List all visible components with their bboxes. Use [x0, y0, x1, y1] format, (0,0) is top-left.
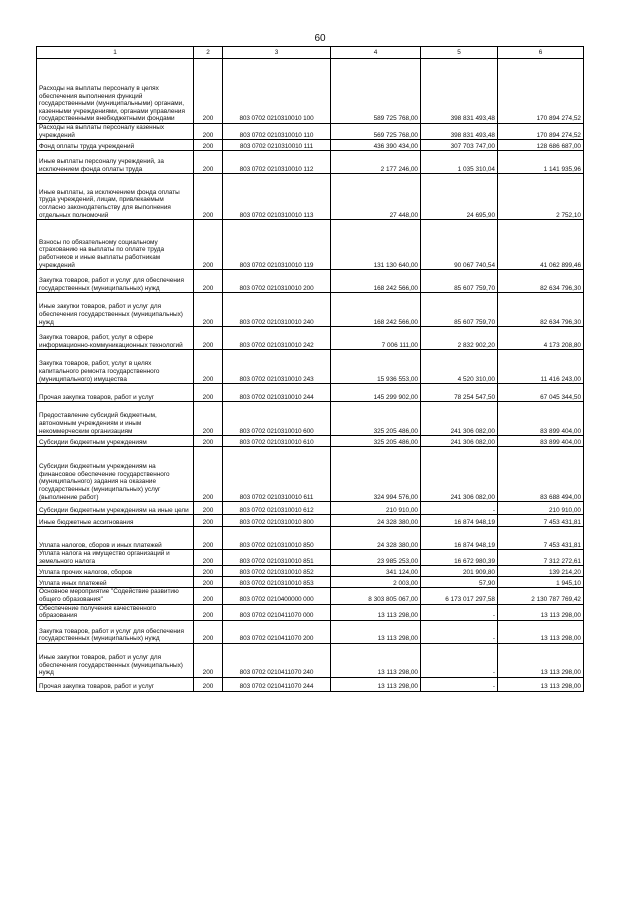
row-name-cell: Иные бюджетные ассигнования	[37, 515, 194, 527]
row-remaining-cell: 67 045 344,50	[498, 384, 584, 402]
row-approved-cell: 589 725 768,00	[331, 59, 421, 124]
table-row	[37, 527, 584, 550]
row-remaining-cell: 4 173 208,80	[498, 327, 584, 350]
row-code-cell: 803 0702 0210310010 852	[223, 566, 331, 577]
row-approved-cell: 569 725 768,00	[331, 124, 421, 140]
table-row	[37, 151, 584, 174]
row-name-cell: Расходы на выплаты персоналу в целях обеспечения выполнения функций государственными (муниципальными) органами, казенными учреждениями, органами управления государственными внебюджетными фондами	[37, 59, 194, 124]
row-code-cell: 803 0702 0210400000 000	[223, 588, 331, 604]
row-executed-cell: 241 306 082,00	[421, 436, 498, 447]
row-remaining-cell: 170 894 274,52	[498, 59, 584, 124]
table-row	[37, 59, 584, 124]
row-section-cell: 200	[194, 350, 223, 384]
row-executed-cell: 78 254 547,50	[421, 384, 498, 402]
row-code-cell: 803 0702 0210310010 112	[223, 151, 331, 174]
row-section-cell: 200	[194, 677, 223, 691]
row-remaining-cell: 82 634 796,30	[498, 293, 584, 327]
column-header: 4	[331, 47, 421, 59]
row-approved-cell: 24 328 380,00	[331, 515, 421, 527]
row-approved-cell: 8 303 805 067,00	[331, 588, 421, 604]
row-name-cell: Иные закупки товаров, работ и услуг для обеспечения государственных (муниципальных) нужд	[37, 643, 194, 677]
row-approved-cell: 2 177 246,00	[331, 151, 421, 174]
row-remaining-cell: 13 113 298,00	[498, 643, 584, 677]
row-section-cell: 200	[194, 447, 223, 502]
row-approved-cell: 13 113 298,00	[331, 604, 421, 620]
row-approved-cell: 168 242 566,00	[331, 270, 421, 293]
row-approved-cell: 436 390 434,00	[331, 140, 421, 151]
table-row	[37, 588, 584, 604]
row-approved-cell: 168 242 566,00	[331, 293, 421, 327]
row-code-cell: 803 0702 0210310010 851	[223, 550, 331, 566]
row-name-cell: Фонд оплаты труда учреждений	[37, 140, 194, 151]
row-executed-cell: 307 703 747,00	[421, 140, 498, 151]
row-approved-cell: 325 205 486,00	[331, 402, 421, 436]
table-row	[37, 577, 584, 588]
row-approved-cell: 23 985 253,00	[331, 550, 421, 566]
row-executed-cell: 90 067 740,54	[421, 220, 498, 270]
row-approved-cell: 324 994 576,00	[331, 447, 421, 502]
row-remaining-cell: 1 945,10	[498, 577, 584, 588]
page-number: 60	[314, 33, 326, 44]
table-row	[37, 140, 584, 151]
column-header: 2	[194, 47, 223, 59]
row-name-cell: Иные выплаты, за исключением фонда оплаты труда учреждений, лицам, привлекаемым согласно законодательству для выполнения отдельных полномочий	[37, 174, 194, 220]
row-code-cell: 803 0702 0210310010 110	[223, 124, 331, 140]
table-row	[37, 436, 584, 447]
row-remaining-cell: 128 686 687,00	[498, 140, 584, 151]
row-name-cell: Субсидии бюджетным учреждениям	[37, 436, 194, 447]
row-name-cell: Субсидии бюджетным учреждениям на финансовое обеспечение государственного (муниципального) задания на оказание государственных (муниципальных) услуг (выполнение работ)	[37, 447, 194, 502]
row-executed-cell: 16 874 948,19	[421, 527, 498, 550]
row-code-cell: 803 0702 0210411070 240	[223, 643, 331, 677]
row-executed-cell: 24 695,90	[421, 174, 498, 220]
row-section-cell: 200	[194, 270, 223, 293]
row-approved-cell: 13 113 298,00	[331, 677, 421, 691]
table-row	[37, 384, 584, 402]
column-header: 1	[37, 47, 194, 59]
row-remaining-cell: 139 214,20	[498, 566, 584, 577]
row-executed-cell: 16 672 980,39	[421, 550, 498, 566]
row-executed-cell: 241 306 082,00	[421, 402, 498, 436]
row-name-cell: Прочая закупка товаров, работ и услуг	[37, 384, 194, 402]
row-section-cell: 200	[194, 577, 223, 588]
row-section-cell: 200	[194, 140, 223, 151]
row-section-cell: 200	[194, 59, 223, 124]
row-approved-cell: 13 113 298,00	[331, 620, 421, 643]
row-section-cell: 200	[194, 604, 223, 620]
row-remaining-cell: 13 113 298,00	[498, 620, 584, 643]
table-row	[37, 402, 584, 436]
row-remaining-cell: 7 453 431,81	[498, 527, 584, 550]
table-row	[37, 270, 584, 293]
row-section-cell: 200	[194, 550, 223, 566]
table-row	[37, 677, 584, 691]
row-code-cell: 803 0702 0210310010 100	[223, 59, 331, 124]
row-section-cell: 200	[194, 588, 223, 604]
row-remaining-cell: 11 416 243,00	[498, 350, 584, 384]
row-section-cell: 200	[194, 566, 223, 577]
row-section-cell: 200	[194, 220, 223, 270]
row-code-cell: 803 0702 0210310010 244	[223, 384, 331, 402]
row-name-cell: Уплата иных платежей	[37, 577, 194, 588]
row-executed-cell: 57,90	[421, 577, 498, 588]
row-section-cell: 200	[194, 384, 223, 402]
row-executed-cell: -	[421, 620, 498, 643]
row-code-cell: 803 0702 0210310010 240	[223, 293, 331, 327]
row-remaining-cell: 83 899 404,00	[498, 402, 584, 436]
row-approved-cell: 13 113 298,00	[331, 643, 421, 677]
row-executed-cell: 85 607 759,70	[421, 293, 498, 327]
row-name-cell: Прочая закупка товаров, работ и услуг	[37, 677, 194, 691]
row-code-cell: 803 0702 0210310010 200	[223, 270, 331, 293]
row-code-cell: 803 0702 0210310010 242	[223, 327, 331, 350]
row-section-cell: 200	[194, 643, 223, 677]
row-approved-cell: 131 130 640,00	[331, 220, 421, 270]
row-executed-cell: 398 831 493,48	[421, 124, 498, 140]
table-row	[37, 604, 584, 620]
row-name-cell: Субсидии бюджетным учреждениям на иные цели	[37, 502, 194, 515]
row-remaining-cell: 7 312 272,61	[498, 550, 584, 566]
row-code-cell: 803 0702 0210310010 243	[223, 350, 331, 384]
table-row	[37, 515, 584, 527]
table-row	[37, 643, 584, 677]
table-row	[37, 124, 584, 140]
row-name-cell: Обеспечение получения качественного образования	[37, 604, 194, 620]
row-remaining-cell: 82 634 796,30	[498, 270, 584, 293]
row-executed-cell: 241 306 082,00	[421, 447, 498, 502]
row-name-cell: Расходы на выплаты персоналу казенных учреждений	[37, 124, 194, 140]
row-name-cell: Закупка товаров, работ и услуг для обеспечения государственных (муниципальных) нужд	[37, 270, 194, 293]
row-name-cell: Иные закупки товаров, работ и услуг для обеспечения государственных (муниципальных) нужд	[37, 293, 194, 327]
row-name-cell: Закупка товаров, работ, услуг в сфере информационно-коммуникационных технологий	[37, 327, 194, 350]
row-section-cell: 200	[194, 402, 223, 436]
row-code-cell: 803 0702 0210411070 200	[223, 620, 331, 643]
row-section-cell: 200	[194, 527, 223, 550]
row-section-cell: 200	[194, 515, 223, 527]
row-section-cell: 200	[194, 174, 223, 220]
row-code-cell: 803 0702 0210310010 612	[223, 502, 331, 515]
row-remaining-cell: 170 894 274,52	[498, 124, 584, 140]
row-approved-cell: 7 006 111,00	[331, 327, 421, 350]
row-code-cell: 803 0702 0210310010 119	[223, 220, 331, 270]
table-row	[37, 327, 584, 350]
row-code-cell: 803 0702 0210411070 000	[223, 604, 331, 620]
table-row	[37, 350, 584, 384]
row-name-cell: Уплата налога на имущество организаций и земельного налога	[37, 550, 194, 566]
table-row	[37, 220, 584, 270]
table-row	[37, 447, 584, 502]
row-remaining-cell: 1 141 935,96	[498, 151, 584, 174]
table-row	[37, 620, 584, 643]
row-executed-cell: 2 832 902,20	[421, 327, 498, 350]
row-approved-cell: 341 124,00	[331, 566, 421, 577]
column-header: 6	[498, 47, 584, 59]
row-code-cell: 803 0702 0210310010 800	[223, 515, 331, 527]
row-remaining-cell: 7 453 431,81	[498, 515, 584, 527]
row-approved-cell: 2 003,00	[331, 577, 421, 588]
row-section-cell: 200	[194, 124, 223, 140]
table-row	[37, 293, 584, 327]
row-section-cell: 200	[194, 151, 223, 174]
row-name-cell: Предоставление субсидий бюджетным, автономным учреждениям и иным некоммерческим организациям	[37, 402, 194, 436]
row-name-cell: Иные выплаты персоналу учреждений, за исключением фонда оплаты труда	[37, 151, 194, 174]
row-executed-cell: 16 874 948,19	[421, 515, 498, 527]
row-approved-cell: 24 328 380,00	[331, 527, 421, 550]
row-executed-cell: -	[421, 604, 498, 620]
row-approved-cell: 145 299 902,00	[331, 384, 421, 402]
row-name-cell: Закупка товаров, работ и услуг для обеспечения государственных (муниципальных) нужд	[37, 620, 194, 643]
row-executed-cell: 1 035 310,04	[421, 151, 498, 174]
row-name-cell: Закупка товаров, работ, услуг в целях капитального ремонта государственного (муниципального) имущества	[37, 350, 194, 384]
row-remaining-cell: 2 130 787 769,42	[498, 588, 584, 604]
row-section-cell: 200	[194, 327, 223, 350]
row-approved-cell: 210 910,00	[331, 502, 421, 515]
row-section-cell: 200	[194, 293, 223, 327]
row-approved-cell: 27 448,00	[331, 174, 421, 220]
row-executed-cell: 4 520 310,00	[421, 350, 498, 384]
row-section-cell: 200	[194, 436, 223, 447]
column-header: 3	[223, 47, 331, 59]
table-row	[37, 566, 584, 577]
row-remaining-cell: 210 910,00	[498, 502, 584, 515]
row-executed-cell: -	[421, 677, 498, 691]
row-name-cell: Основное мероприятие "Содействие развитию общего образования"	[37, 588, 194, 604]
table-row	[37, 550, 584, 566]
row-code-cell: 803 0702 0210310010 611	[223, 447, 331, 502]
row-code-cell: 803 0702 0210310010 850	[223, 527, 331, 550]
table-row	[37, 174, 584, 220]
row-remaining-cell: 13 113 298,00	[498, 677, 584, 691]
row-remaining-cell: 13 113 298,00	[498, 604, 584, 620]
row-approved-cell: 15 936 553,00	[331, 350, 421, 384]
row-approved-cell: 325 205 486,00	[331, 436, 421, 447]
row-code-cell: 803 0702 0210310010 610	[223, 436, 331, 447]
row-name-cell: Взносы по обязательному социальному страхованию на выплаты по оплате труда работников и иные выплаты работникам учреждений	[37, 220, 194, 270]
row-remaining-cell: 41 062 899,46	[498, 220, 584, 270]
row-remaining-cell: 83 899 404,00	[498, 436, 584, 447]
row-executed-cell: 398 831 493,48	[421, 59, 498, 124]
row-section-cell: 200	[194, 502, 223, 515]
row-section-cell: 200	[194, 620, 223, 643]
row-executed-cell: 6 173 017 297,58	[421, 588, 498, 604]
row-code-cell: 803 0702 0210310010 600	[223, 402, 331, 436]
row-code-cell: 803 0702 0210310010 113	[223, 174, 331, 220]
row-executed-cell: 85 607 759,70	[421, 270, 498, 293]
row-remaining-cell: 2 752,10	[498, 174, 584, 220]
row-code-cell: 803 0702 0210310010 111	[223, 140, 331, 151]
row-name-cell: Уплата налогов, сборов и иных платежей	[37, 527, 194, 550]
budget-table	[36, 46, 584, 692]
row-code-cell: 803 0702 0210310010 853	[223, 577, 331, 588]
row-name-cell: Уплата прочих налогов, сборов	[37, 566, 194, 577]
row-code-cell: 803 0702 0210411070 244	[223, 677, 331, 691]
row-executed-cell: 201 909,80	[421, 566, 498, 577]
row-executed-cell: -	[421, 643, 498, 677]
header-row	[37, 47, 584, 59]
row-executed-cell: -	[421, 502, 498, 515]
table-row	[37, 502, 584, 515]
row-remaining-cell: 83 688 494,00	[498, 447, 584, 502]
column-header: 5	[421, 47, 498, 59]
